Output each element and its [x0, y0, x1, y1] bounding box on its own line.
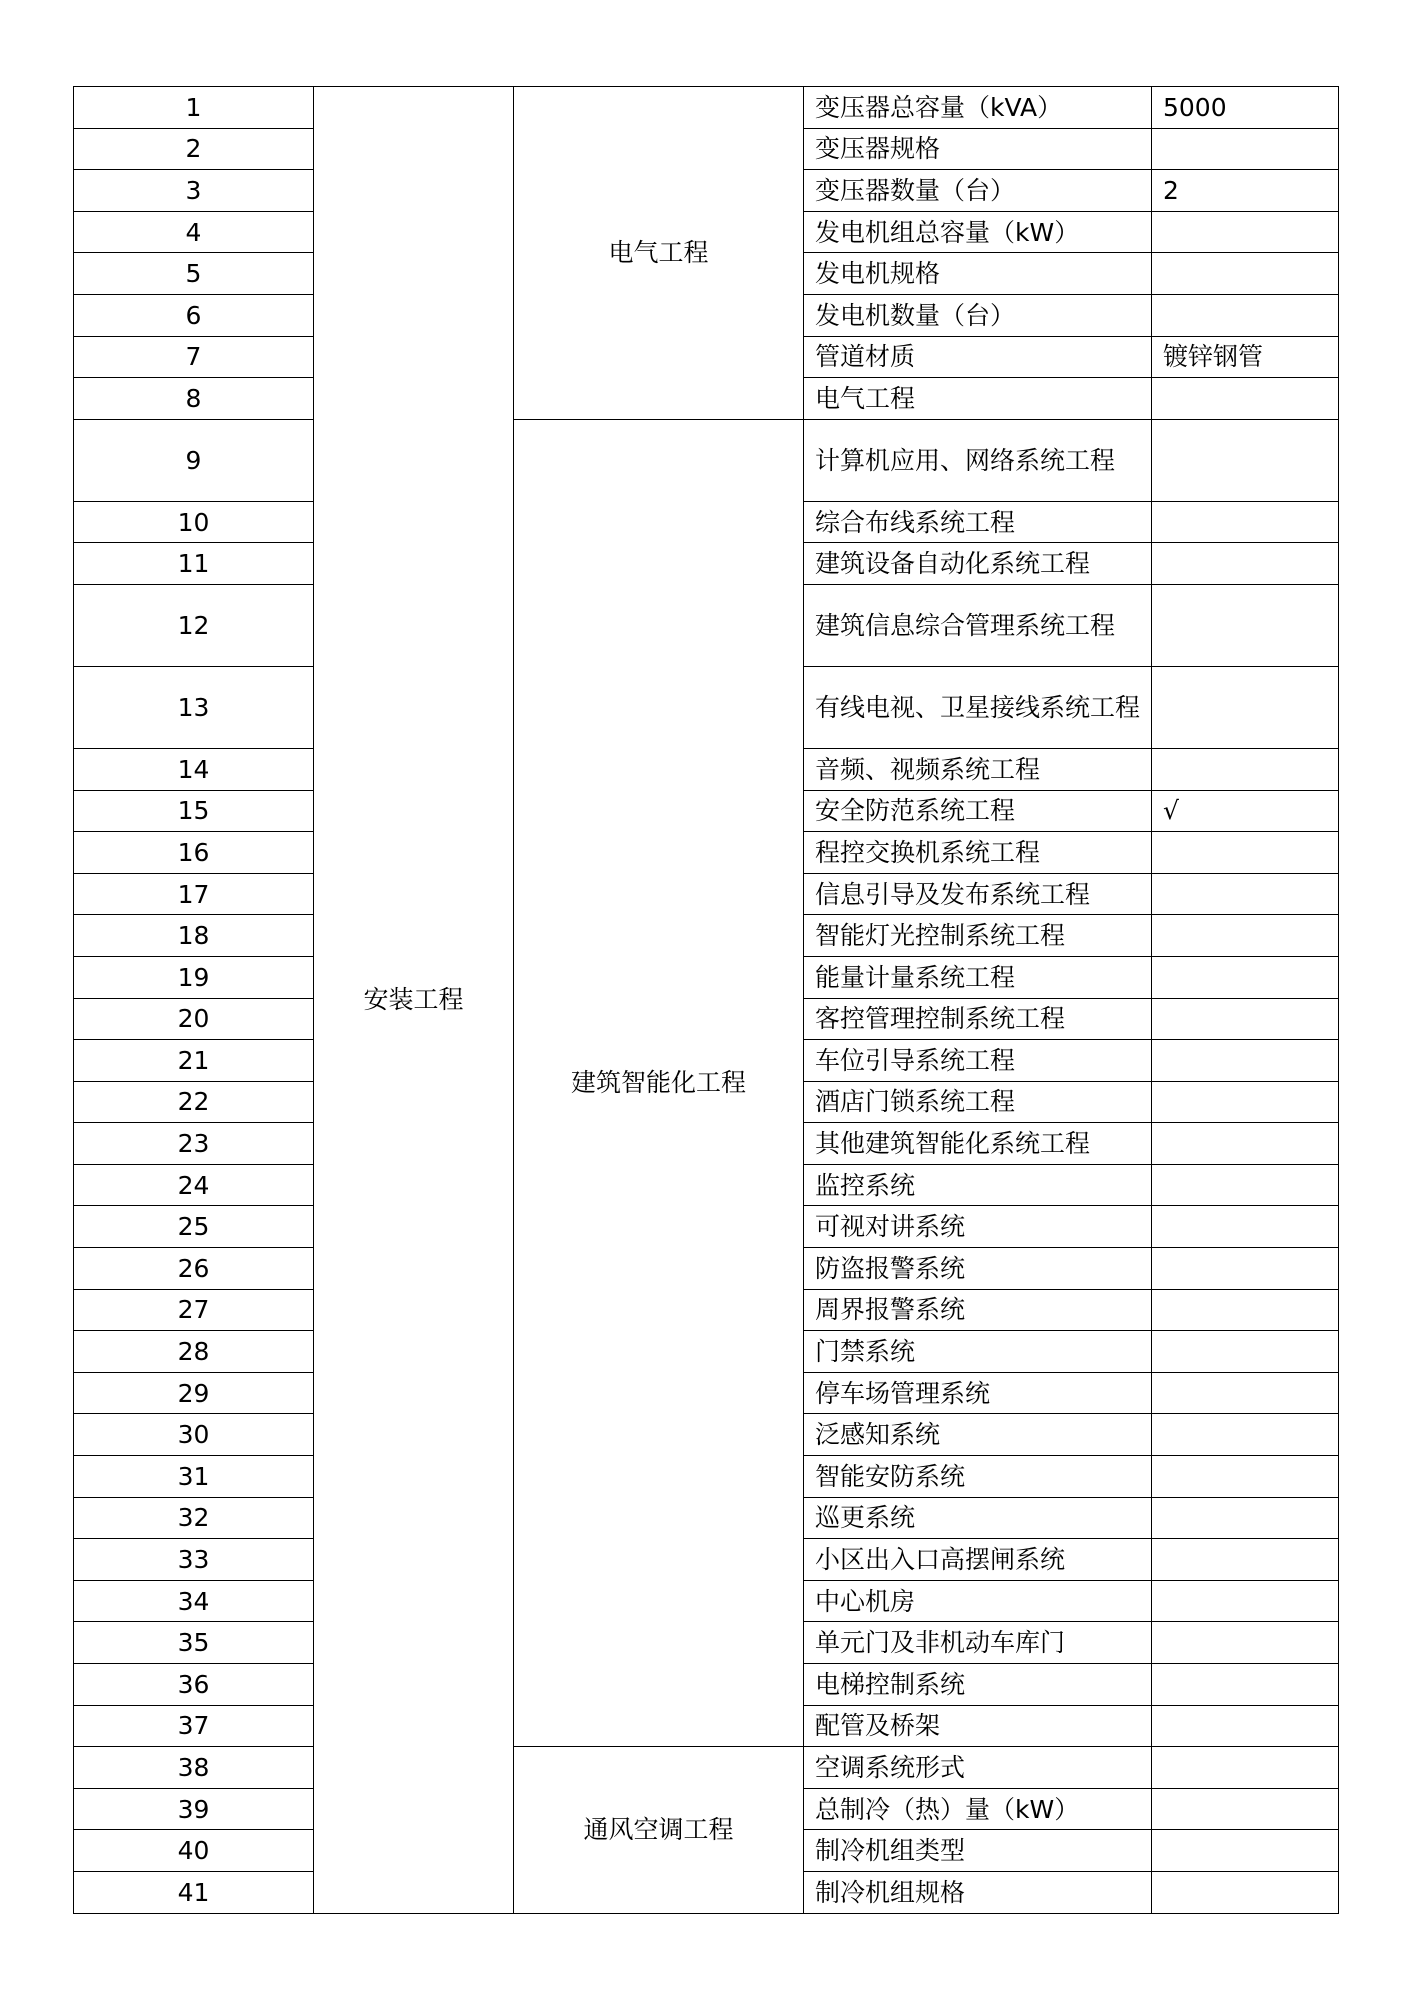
item-name-cell: 其他建筑智能化系统工程	[804, 1123, 1152, 1165]
row-number: 4	[74, 211, 314, 253]
row-number: 19	[74, 956, 314, 998]
item-name-cell: 配管及桥架	[804, 1705, 1152, 1747]
item-value-cell	[1152, 1248, 1339, 1290]
row-number: 2	[74, 128, 314, 170]
row-number: 30	[74, 1414, 314, 1456]
item-value-cell	[1152, 956, 1339, 998]
row-number: 41	[74, 1871, 314, 1913]
item-value-cell	[1152, 1123, 1339, 1165]
row-number: 17	[74, 873, 314, 915]
row-number: 35	[74, 1622, 314, 1664]
item-value-cell	[1152, 1456, 1339, 1498]
row-number: 33	[74, 1539, 314, 1581]
row-number: 24	[74, 1164, 314, 1206]
item-value-cell	[1152, 378, 1339, 420]
item-value-cell	[1152, 501, 1339, 543]
row-number: 7	[74, 336, 314, 378]
item-value-cell	[1152, 915, 1339, 957]
row-number: 13	[74, 666, 314, 748]
item-name-cell: 智能安防系统	[804, 1456, 1152, 1498]
item-value-cell	[1152, 1580, 1339, 1622]
row-number: 3	[74, 170, 314, 212]
item-value-cell	[1152, 1788, 1339, 1830]
item-value-cell	[1152, 1040, 1339, 1082]
item-name-cell: 防盗报警系统	[804, 1248, 1152, 1290]
row-number: 14	[74, 748, 314, 790]
row-number: 23	[74, 1123, 314, 1165]
table-row	[74, 87, 1339, 129]
item-value-cell	[1152, 1206, 1339, 1248]
item-name-cell: 监控系统	[804, 1164, 1152, 1206]
group-name-cell: 建筑智能化工程	[514, 419, 804, 1746]
row-number: 38	[74, 1747, 314, 1789]
item-value-cell	[1152, 253, 1339, 295]
item-name-cell: 计算机应用、网络系统工程	[804, 419, 1152, 501]
item-value-cell	[1152, 1372, 1339, 1414]
row-number: 32	[74, 1497, 314, 1539]
item-name-cell: 门禁系统	[804, 1331, 1152, 1373]
item-name-cell: 客控管理控制系统工程	[804, 998, 1152, 1040]
item-value-cell	[1152, 1830, 1339, 1872]
engineering-spec-table	[73, 86, 1339, 1914]
item-value-cell	[1152, 1664, 1339, 1706]
item-name-cell: 车位引导系统工程	[804, 1040, 1152, 1082]
row-number: 36	[74, 1664, 314, 1706]
row-number: 10	[74, 501, 314, 543]
item-name-cell: 管道材质	[804, 336, 1152, 378]
item-name-cell: 小区出入口高摆闸系统	[804, 1539, 1152, 1581]
item-name-cell: 电气工程	[804, 378, 1152, 420]
category-cell: 安装工程	[314, 87, 514, 1914]
row-number: 12	[74, 584, 314, 666]
item-value-cell	[1152, 1747, 1339, 1789]
row-number: 29	[74, 1372, 314, 1414]
item-value-cell: 2	[1152, 170, 1339, 212]
item-value-cell	[1152, 1705, 1339, 1747]
item-name-cell: 制冷机组类型	[804, 1830, 1152, 1872]
item-value-cell	[1152, 211, 1339, 253]
item-name-cell: 制冷机组规格	[804, 1871, 1152, 1913]
item-name-cell: 综合布线系统工程	[804, 501, 1152, 543]
row-number: 40	[74, 1830, 314, 1872]
item-name-cell: 智能灯光控制系统工程	[804, 915, 1152, 957]
item-name-cell: 停车场管理系统	[804, 1372, 1152, 1414]
item-name-cell: 周界报警系统	[804, 1289, 1152, 1331]
row-number: 16	[74, 832, 314, 874]
item-value-cell	[1152, 748, 1339, 790]
group-name-cell: 电气工程	[514, 87, 804, 420]
item-name-cell: 酒店门锁系统工程	[804, 1081, 1152, 1123]
item-value-cell	[1152, 419, 1339, 501]
item-value-cell	[1152, 1871, 1339, 1913]
row-number: 15	[74, 790, 314, 832]
item-name-cell: 空调系统形式	[804, 1747, 1152, 1789]
item-name-cell: 建筑设备自动化系统工程	[804, 543, 1152, 585]
item-value-cell	[1152, 1331, 1339, 1373]
row-number: 18	[74, 915, 314, 957]
row-number: 31	[74, 1456, 314, 1498]
row-number: 11	[74, 543, 314, 585]
item-name-cell: 能量计量系统工程	[804, 956, 1152, 998]
item-name-cell: 变压器数量（台）	[804, 170, 1152, 212]
item-value-cell: 5000	[1152, 87, 1339, 129]
item-value-cell	[1152, 584, 1339, 666]
row-number: 9	[74, 419, 314, 501]
item-value-cell	[1152, 832, 1339, 874]
item-name-cell: 单元门及非机动车库门	[804, 1622, 1152, 1664]
item-name-cell: 电梯控制系统	[804, 1664, 1152, 1706]
item-value-cell	[1152, 1289, 1339, 1331]
item-name-cell: 发电机组总容量（kW）	[804, 211, 1152, 253]
item-name-cell: 发电机数量（台）	[804, 294, 1152, 336]
row-number: 5	[74, 253, 314, 295]
item-name-cell: 建筑信息综合管理系统工程	[804, 584, 1152, 666]
item-value-cell	[1152, 1622, 1339, 1664]
item-name-cell: 泛感知系统	[804, 1414, 1152, 1456]
group-name-cell: 通风空调工程	[514, 1747, 804, 1913]
item-value-cell	[1152, 1164, 1339, 1206]
item-name-cell: 中心机房	[804, 1580, 1152, 1622]
row-number: 26	[74, 1248, 314, 1290]
item-value-cell	[1152, 1539, 1339, 1581]
item-value-cell	[1152, 666, 1339, 748]
item-value-cell	[1152, 128, 1339, 170]
item-name-cell: 变压器规格	[804, 128, 1152, 170]
item-value-cell: √	[1152, 790, 1339, 832]
item-name-cell: 变压器总容量（kVA）	[804, 87, 1152, 129]
item-value-cell	[1152, 543, 1339, 585]
row-number: 25	[74, 1206, 314, 1248]
item-value-cell	[1152, 998, 1339, 1040]
item-name-cell: 发电机规格	[804, 253, 1152, 295]
row-number: 37	[74, 1705, 314, 1747]
item-name-cell: 巡更系统	[804, 1497, 1152, 1539]
item-value-cell	[1152, 1414, 1339, 1456]
row-number: 21	[74, 1040, 314, 1082]
item-value-cell	[1152, 1497, 1339, 1539]
row-number: 39	[74, 1788, 314, 1830]
item-value-cell: 镀锌钢管	[1152, 336, 1339, 378]
row-number: 22	[74, 1081, 314, 1123]
item-value-cell	[1152, 1081, 1339, 1123]
row-number: 34	[74, 1580, 314, 1622]
item-name-cell: 安全防范系统工程	[804, 790, 1152, 832]
row-number: 8	[74, 378, 314, 420]
item-name-cell: 音频、视频系统工程	[804, 748, 1152, 790]
row-number: 6	[74, 294, 314, 336]
table-body	[74, 87, 1339, 1914]
row-number: 27	[74, 1289, 314, 1331]
item-value-cell	[1152, 873, 1339, 915]
row-number: 20	[74, 998, 314, 1040]
row-number: 1	[74, 87, 314, 129]
table-row	[74, 1747, 1339, 1789]
item-name-cell: 信息引导及发布系统工程	[804, 873, 1152, 915]
item-name-cell: 可视对讲系统	[804, 1206, 1152, 1248]
item-name-cell: 有线电视、卫星接线系统工程	[804, 666, 1152, 748]
item-name-cell: 总制冷（热）量（kW）	[804, 1788, 1152, 1830]
item-name-cell: 程控交换机系统工程	[804, 832, 1152, 874]
row-number: 28	[74, 1331, 314, 1373]
item-value-cell	[1152, 294, 1339, 336]
table-row	[74, 419, 1339, 501]
